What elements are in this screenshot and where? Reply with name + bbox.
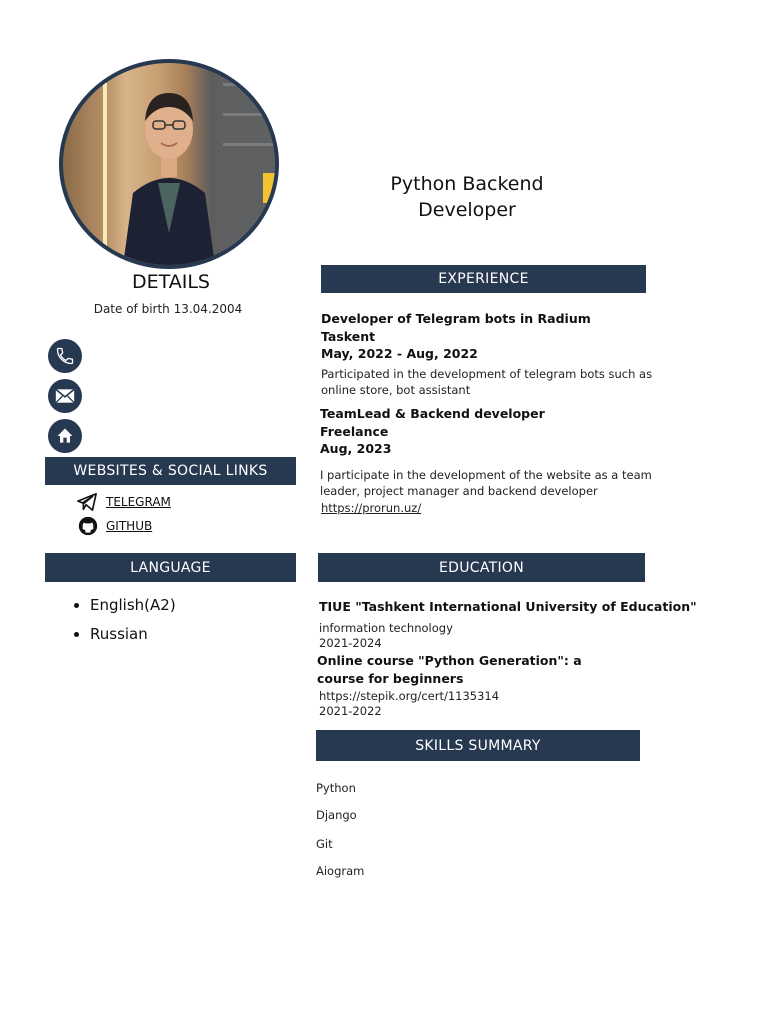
experience-entry — [321, 310, 681, 399]
job-position: TeamLead & Backend developer — [320, 406, 545, 421]
job-company: Taskent — [321, 328, 376, 344]
project-link[interactable]: https://prorun.uz/ — [321, 500, 422, 515]
education-field: https://stepik.org/cert/1135314 — [319, 689, 500, 703]
mail-icon[interactable] — [48, 379, 82, 413]
language-section-header — [45, 553, 296, 582]
education-entry — [319, 598, 699, 651]
education-title: Online course "Python Generation": a — [317, 653, 582, 668]
profile-photo — [59, 59, 279, 269]
language-item: • Russian — [90, 625, 176, 644]
language-heading: LANGUAGE — [130, 559, 211, 576]
github-link-row[interactable] — [78, 516, 152, 536]
education-section-header — [318, 553, 645, 582]
skills-section-header — [316, 730, 640, 761]
language-item: • English(A2) — [90, 596, 176, 615]
job-description-line: Participated in the development of telegram bots such as — [321, 366, 653, 381]
details-heading: DETAILS — [131, 271, 210, 293]
websites-heading: WEBSITES & SOCIAL LINKS — [73, 463, 268, 479]
education-title: TIUE "Tashkent International University of Education" — [319, 599, 697, 614]
education-years: 2021-2024 — [319, 635, 382, 650]
github-link[interactable]: GITHUB — [106, 519, 153, 533]
skills-heading: SKILLS SUMMARY — [415, 737, 541, 754]
job-dates: May, 2022 - Aug, 2022 — [321, 346, 478, 361]
education-entry — [317, 652, 697, 719]
telegram-link[interactable]: TELEGRAM — [106, 495, 171, 509]
job-position: Developer of Telegram bots in Radium — [321, 311, 591, 326]
job-title — [362, 171, 572, 223]
education-field: information technology — [319, 620, 453, 635]
skill-item: Git — [316, 837, 333, 851]
experience-section-header — [321, 265, 646, 293]
telegram-link-row[interactable] — [76, 492, 171, 512]
language-list — [70, 596, 176, 654]
skill-item: Python — [316, 781, 356, 795]
telegram-icon — [76, 492, 98, 512]
job-description-line: I participate in the development of the website as a team — [320, 467, 652, 482]
job-company: Freelance — [320, 423, 389, 439]
education-years: 2021-2022 — [319, 704, 382, 718]
date-of-birth: Date of birth 13.04.2004 — [93, 302, 243, 316]
websites-section-header — [45, 457, 296, 485]
experience-heading: EXPERIENCE — [438, 271, 529, 287]
skill-item: Aiogram — [316, 864, 365, 878]
job-title-line1: Python Backend — [390, 173, 544, 195]
job-dates: Aug, 2023 — [320, 441, 392, 456]
education-heading: EDUCATION — [438, 559, 524, 576]
job-description-line: online store, bot assistant — [321, 383, 471, 397]
phone-icon[interactable] — [48, 339, 82, 373]
github-icon — [78, 516, 98, 536]
job-description-line: leader, project manager and backend developer — [320, 484, 598, 498]
skill-item: Django — [316, 808, 357, 822]
job-title-line2: Developer — [418, 199, 516, 221]
experience-entry — [320, 405, 680, 516]
education-title: course for beginners — [317, 670, 464, 686]
home-icon[interactable] — [48, 419, 82, 453]
